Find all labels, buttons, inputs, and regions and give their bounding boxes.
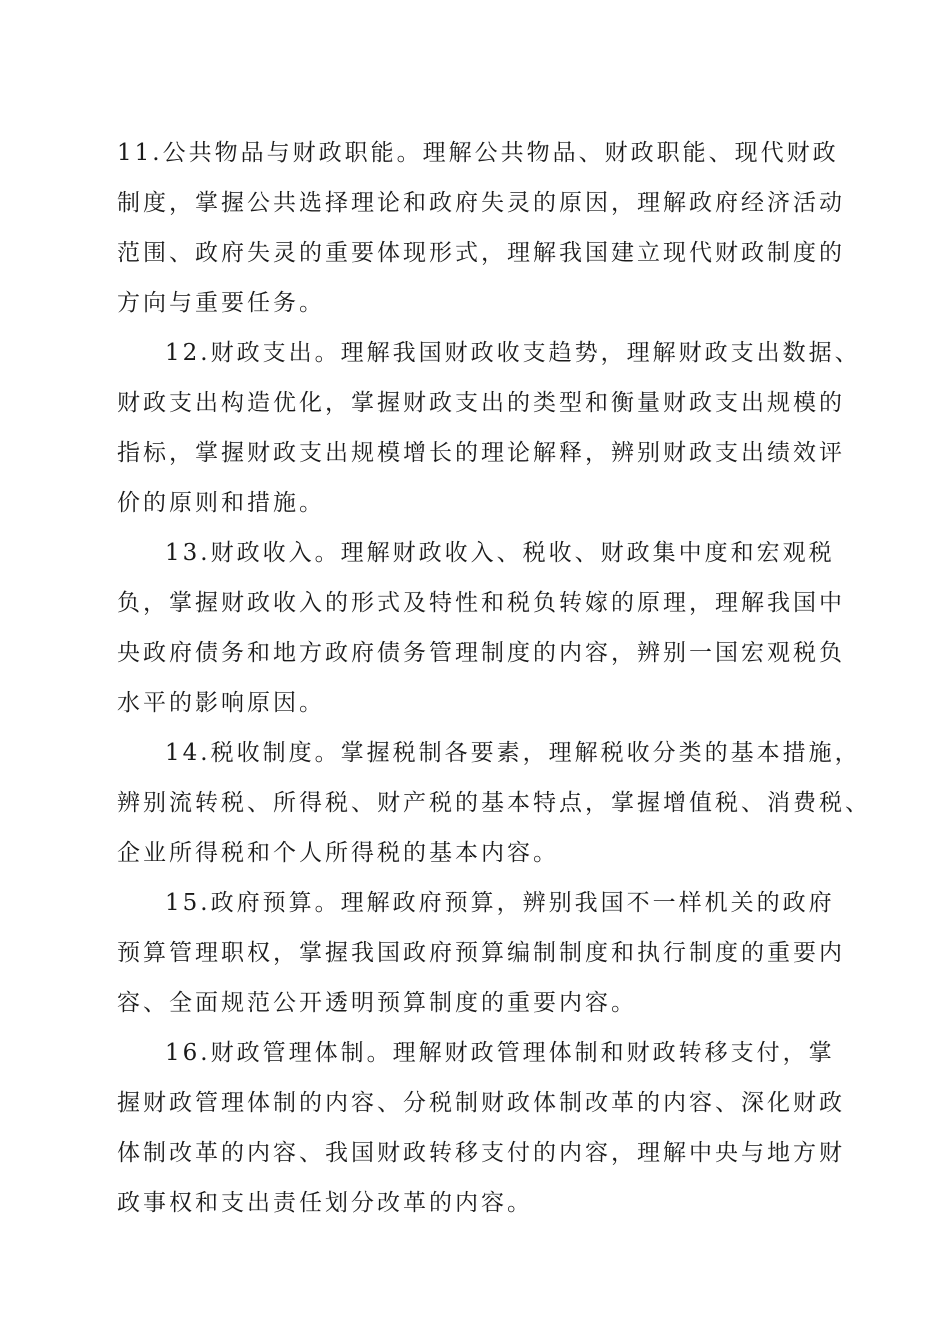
paragraph-15 xyxy=(117,878,845,1028)
text-line: 13.财政收入。理解财政收入、税收、财政集中度和宏观税 xyxy=(165,540,835,566)
text-line: 体制改革的内容、我国财政转移支付的内容，理解中央与地方财 xyxy=(117,1140,845,1166)
text-line: 12.财政支出。理解我国财政收支趋势，理解财政支出数据、 xyxy=(165,340,861,366)
text-line: 价的原则和措施。 xyxy=(117,490,325,516)
paragraph-12 xyxy=(117,328,861,528)
document-body xyxy=(117,128,871,1228)
text-line: 央政府债务和地方政府债务管理制度的内容，辨别一国宏观税负 xyxy=(117,640,845,666)
text-line: 11.公共物品与财政职能。理解公共物品、财政职能、现代财政 xyxy=(117,140,839,166)
paragraph-13 xyxy=(117,528,845,728)
paragraph-16 xyxy=(117,1028,845,1228)
text-line: 辨别流转税、所得税、财产税的基本特点，掌握增值税、消费税、 xyxy=(117,790,871,816)
text-line: 握财政管理体制的内容、分税制财政体制改革的内容、深化财政 xyxy=(117,1090,845,1116)
text-line: 指标，掌握财政支出规模增长的理论解释，辨别财政支出绩效评 xyxy=(117,440,845,466)
text-line: 制度，掌握公共选择理论和政府失灵的原因，理解政府经济活动 xyxy=(117,190,845,216)
paragraph-14 xyxy=(117,728,871,878)
text-line: 14.税收制度。掌握税制各要素，理解税收分类的基本措施， xyxy=(165,740,861,766)
text-line: 方向与重要任务。 xyxy=(117,290,325,316)
text-line: 政事权和支出责任划分改革的内容。 xyxy=(117,1190,533,1216)
text-line: 企业所得税和个人所得税的基本内容。 xyxy=(117,840,559,866)
text-line: 预算管理职权，掌握我国政府预算编制制度和执行制度的重要内 xyxy=(117,940,845,966)
text-line: 水平的影响原因。 xyxy=(117,690,325,716)
text-line: 财政支出构造优化，掌握财政支出的类型和衡量财政支出规模的 xyxy=(117,390,845,416)
text-line: 范围、政府失灵的重要体现形式，理解我国建立现代财政制度的 xyxy=(117,240,845,266)
text-line: 容、全面规范公开透明预算制度的重要内容。 xyxy=(117,990,637,1016)
text-line: 15.政府预算。理解政府预算，辨别我国不一样机关的政府 xyxy=(165,890,835,916)
paragraph-11 xyxy=(117,128,845,328)
text-line: 负，掌握财政收入的形式及特性和税负转嫁的原理，理解我国中 xyxy=(117,590,845,616)
text-line: 16.财政管理体制。理解财政管理体制和财政转移支付，掌 xyxy=(165,1040,835,1066)
